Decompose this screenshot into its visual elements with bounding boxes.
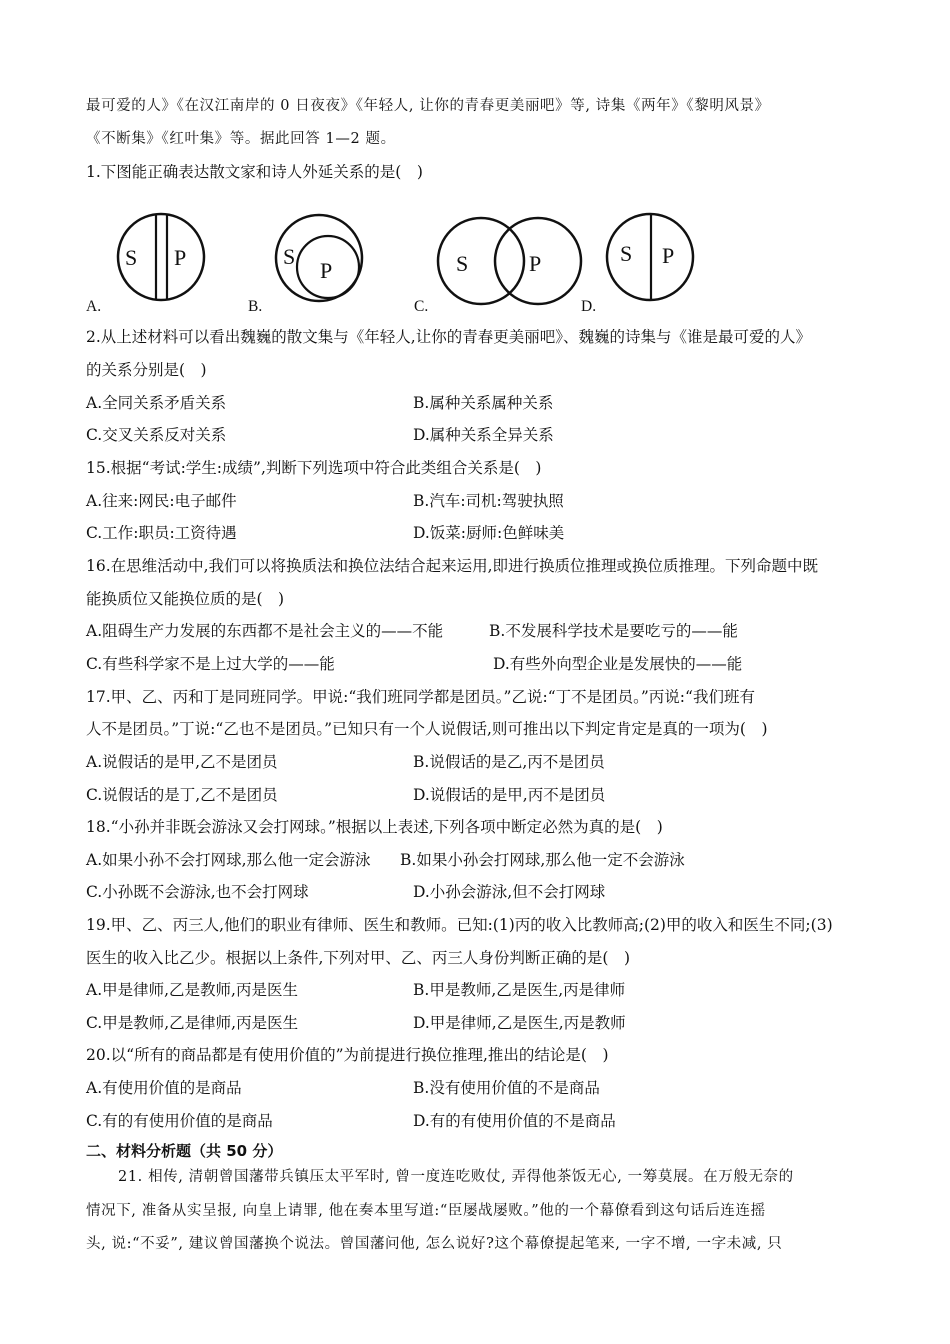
q2-option-b: B.属种关系属种关系 — [413, 394, 554, 412]
section-heading: 二、材料分析题（共 50 分） — [86, 1142, 283, 1160]
q16-option-d: D.有些外向型企业是发展快的——能 — [493, 655, 743, 673]
diagram-d-p-label: P — [662, 243, 675, 268]
q2-stem-1: 2.从上述材料可以看出魏巍的散文集与《年轻人,让你的青春更美丽吧》、魏巍的诗集与《谁是最可爱的人》 — [86, 328, 811, 346]
diagram-a-s-label: S — [125, 245, 138, 270]
q20-option-b: B.没有使用价值的不是商品 — [413, 1079, 600, 1097]
option-d-label: D. — [581, 298, 597, 315]
q19-stem-2: 医生的收入比乙少。根据以上条件,下列对甲、乙、丙三人身份判断正确的是( ) — [86, 949, 631, 967]
q18-option-a: A.如果小孙不会打网球,那么他一定会游泳 — [86, 851, 371, 869]
diagram-d — [604, 211, 696, 303]
diagram-b-s-label: S — [283, 244, 296, 269]
q19-option-a: A.甲是律师,乙是教师,丙是医生 — [86, 981, 298, 999]
q18-option-b: B.如果小孙会打网球,那么他一定不会游泳 — [400, 851, 685, 869]
q2-stem-2: 的关系分别是( ) — [86, 361, 207, 379]
q17-option-d: D.说假话的是甲,丙不是团员 — [413, 786, 606, 804]
passage-line-1: 21. 相传, 清朝曾国藩带兵镇压太平军时, 曾一度连吃败仗, 弄得他茶饭无心, 一筹莫展。在万般无奈的 — [118, 1169, 794, 1185]
q18-option-c: C.小孙既不会游泳,也不会打网球 — [86, 883, 309, 901]
q16-stem-2: 能换质位又能换位质的是( ) — [86, 590, 285, 608]
diagram-d-s-label: S — [620, 241, 633, 266]
q20-option-c: C.有的有使用价值的是商品 — [86, 1112, 273, 1130]
diagram-b-p-label: P — [320, 258, 333, 283]
q17-stem-2: 人不是团员。”丁说:“乙也不是团员。”已知只有一个人说假话,则可推出以下判定肯定是真的一项为( ) — [86, 720, 768, 738]
q17-option-c: C.说假话的是丁,乙不是团员 — [86, 786, 278, 804]
passage-line-3: 头, 说:“不妥”, 建议曾国藩换个说法。曾国藩问他, 怎么说好?这个幕僚提起笔来, 一字不增, 一字未减, 只 — [86, 1236, 783, 1252]
option-b-label: B. — [248, 298, 263, 315]
diagram-c-p-label: P — [529, 251, 542, 276]
q16-option-b: B.不发展科学技术是要吃亏的——能 — [489, 622, 738, 640]
intro-line-1: 最可爱的人》《在汉江南岸的 0 日夜夜》《年轻人, 让你的青春更美丽吧》等, 诗集《两年》《黎明风景》 — [86, 98, 770, 114]
q18-option-d: D.小孙会游泳,但不会打网球 — [413, 883, 606, 901]
q19-stem-1: 19.甲、乙、丙三人,他们的职业有律师、医生和教师。已知:(1)丙的收入比教师高;(2)甲的收入和医生不同;(3) — [86, 916, 833, 934]
q1-stem: 1.下图能正确表达散文家和诗人外延关系的是( ) — [86, 163, 423, 181]
q17-option-b: B.说假话的是乙,丙不是团员 — [413, 753, 605, 771]
q20-stem: 20.以“所有的商品都是有使用价值的”为前提进行换位推理,推出的结论是( ) — [86, 1046, 609, 1064]
diagram-c-s-label: S — [456, 251, 469, 276]
q15-option-a: A.往来:网民:电子邮件 — [86, 492, 237, 510]
diagram-b — [273, 212, 365, 304]
option-c-label: C. — [414, 298, 429, 315]
q2-option-a: A.全同关系矛盾关系 — [86, 394, 227, 412]
q15-option-b: B.汽车:司机:驾驶执照 — [413, 492, 564, 510]
q15-option-c: C.工作:职员:工资待遇 — [86, 524, 237, 542]
q17-option-a: A.说假话的是甲,乙不是团员 — [86, 753, 278, 771]
diagram-a — [115, 211, 207, 303]
diagram-c — [434, 215, 586, 307]
option-a-label: A. — [86, 298, 102, 315]
q15-option-d: D.饭菜:厨师:色鲜味美 — [413, 524, 565, 542]
q15-stem: 15.根据“考试:学生:成绩”,判断下列选项中符合此类组合关系是( ) — [86, 459, 542, 477]
q16-option-a: A.阻碍生产力发展的东西都不是社会主义的——不能 — [86, 622, 444, 640]
diagram-a-p-label: P — [174, 245, 187, 270]
q19-option-b: B.甲是教师,乙是医生,丙是律师 — [413, 981, 626, 999]
q20-option-a: A.有使用价值的是商品 — [86, 1079, 242, 1097]
q16-option-c: C.有些科学家不是上过大学的——能 — [86, 655, 335, 673]
q19-option-d: D.甲是律师,乙是医生,丙是教师 — [413, 1014, 626, 1032]
q2-option-d: D.属种关系全异关系 — [413, 426, 554, 444]
q20-option-d: D.有的有使用价值的不是商品 — [413, 1112, 616, 1130]
passage-line-2: 情况下, 准备从实呈报, 向皇上请罪, 他在奏本里写道:“臣屡战屡败。”他的一个幕僚看到这句话后连连摇 — [86, 1203, 766, 1219]
q17-stem-1: 17.甲、乙、丙和丁是同班同学。甲说:“我们班同学都是团员。”乙说:“丁不是团员。”丙说:“我们班有 — [86, 688, 755, 706]
intro-line-2: 《不断集》《红叶集》等。据此回答 1—2 题。 — [86, 131, 396, 147]
q16-stem-1: 16.在思维活动中,我们可以将换质法和换位法结合起来运用,即进行换质位推理或换位质推理。下列命题中既 — [86, 557, 819, 575]
q2-option-c: C.交叉关系反对关系 — [86, 426, 227, 444]
q19-option-c: C.甲是教师,乙是律师,丙是医生 — [86, 1014, 299, 1032]
q18-stem: 18.“小孙并非既会游泳又会打网球。”根据以上表述,下列各项中断定必然为真的是( ) — [86, 818, 663, 836]
